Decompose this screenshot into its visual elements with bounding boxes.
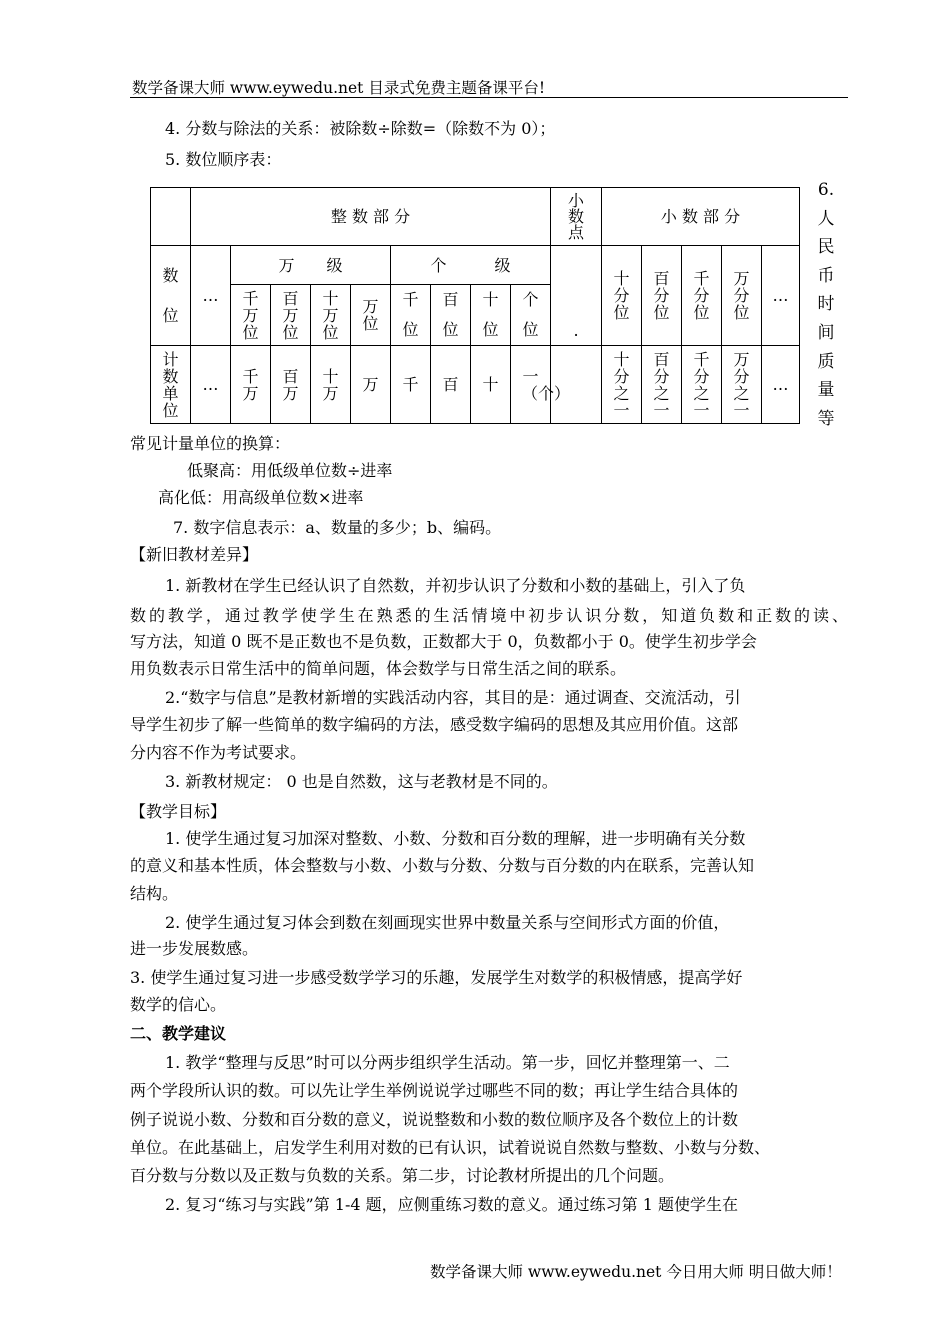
int-unit-6: 十 (471, 346, 511, 424)
int-ellipsis: … (191, 246, 231, 346)
item-5: 5. 数位顺序表： (165, 150, 282, 169)
int-unit-0: 千万 (231, 346, 271, 424)
dec-place-3: 万分位 (722, 246, 762, 346)
page-header: 数学备课大师 www.eywedu.net 目录式免费主题备课平台! (132, 79, 546, 97)
para-line: 2. 使学生通过复习体会到数在刻画现实世界中数量关系与空间形式方面的价值， (165, 913, 730, 932)
int-unit-3: 万 (351, 346, 391, 424)
para-line: 数的教学，通过教学使学生在熟悉的生活情境中初步认识分数，知道负数和正数的读、 (130, 606, 848, 625)
section-differences: 【新旧教材差异】 (130, 545, 259, 564)
para-line: 单位。在此基础上，启发学生利用对数的已有认识，试着说说自然数与整数、小数与分数、 (130, 1138, 771, 1157)
dec-unit-1: 百分之一 (642, 346, 682, 424)
para-line: 2.“数字与信息”是教材新增的实践活动内容，其目的是：通过调查、交流活动，引 (165, 688, 741, 707)
conversion-high-low: 高化低：用高级单位数×进率 (158, 488, 364, 507)
place-value-table (150, 187, 800, 424)
dec-unit-3: 万分之一 (722, 346, 762, 424)
para-line: 百分数与分数以及正数与负数的关系。第二步，讨论教材所提出的几个问题。 (130, 1166, 675, 1185)
int-place-0: 千万位 (231, 285, 271, 346)
item-7: 7. 数字信息表示：a、数量的多少；b、编码。 (173, 518, 502, 537)
row-label-unit: 计数单位 (151, 346, 191, 424)
int-place-4: 千位 (391, 285, 431, 346)
dec-unit-2: 千分之一 (682, 346, 722, 424)
dec-place-2: 千分位 (682, 246, 722, 346)
int-place-1: 百万位 (271, 285, 311, 346)
para-line: 结构。 (130, 884, 179, 903)
para-line: 写方法，知道 0 既不是正数也不是负数，正数都大于 0，负数都小于 0。使学生初步学会 (130, 632, 757, 651)
row-label-place: 数位 (151, 246, 191, 346)
para-line: 进一步发展数感。 (130, 939, 259, 958)
para-line: 3. 使学生通过复习进一步感受数学学习的乐趣，发展学生对数学的积极情感，提高学好 (130, 968, 743, 987)
para-line: 用负数表示日常生活中的简单问题，体会数学与日常生活之间的联系。 (130, 659, 627, 678)
section-suggestions: 二、教学建议 (130, 1024, 227, 1043)
header-rule (130, 97, 848, 98)
para-line: 分内容不作为考试要求。 (130, 743, 307, 762)
integer-part-header: 整 数 部 分 (191, 188, 551, 246)
para-line: 3. 新教材规定： 0 也是自然数，这与老教材是不同的。 (165, 772, 558, 791)
ge-level: 个 级 (391, 246, 551, 285)
unit-ellipsis: … (191, 346, 231, 424)
conversion-low-high: 低聚高：用低级单位数÷进率 (187, 461, 393, 480)
dec-unit-0: 十分之一 (602, 346, 642, 424)
int-unit-5: 百 (431, 346, 471, 424)
para-line: 1. 使学生通过复习加深对整数、小数、分数和百分数的理解，进一步明确有关分数 (165, 829, 746, 848)
para-line: 数学的信心。 (130, 995, 227, 1014)
int-unit-2: 十万 (311, 346, 351, 424)
item-4: 4. 分数与除法的关系：被除数÷除数=（除数不为 0）； (165, 119, 556, 138)
para-line: 两个学段所认识的数。可以先让学生举例说说学过哪些不同的数；再让学生结合具体的 (130, 1081, 739, 1100)
int-place-7: 个位 (511, 285, 551, 346)
dec-place-1: 百分位 (642, 246, 682, 346)
dec-unit-ellipsis: … (762, 346, 800, 424)
side-text: 6. 人 民 币 时 间 质 量 等 (817, 180, 835, 429)
decimal-point-header: 小数点 (551, 188, 602, 246)
para-line: 例子说说小数、分数和百分数的意义，说说整数和小数的数位顺序及各个数位上的计数 (130, 1110, 739, 1129)
corner-cell (151, 188, 191, 246)
wan-level: 万 级 (231, 246, 391, 285)
int-unit-1: 百万 (271, 346, 311, 424)
conversion-title: 常见计量单位的换算： (130, 434, 291, 453)
para-line: 的意义和基本性质，体会整数与小数、小数与分数、分数与百分数的内在联系，完善认知 (130, 856, 755, 875)
section-objectives: 【教学目标】 (130, 802, 227, 821)
para-line: 1. 教学“整理与反思”时可以分两步组织学生活动。第一步，回忆并整理第一、二 (165, 1053, 730, 1072)
para-line: 2. 复习“练习与实践”第 1-4 题，应侧重练习数的意义。通过练习第 1 题使学生在 (165, 1195, 739, 1214)
int-place-2: 十万位 (311, 285, 351, 346)
para-line: 1. 新教材在学生已经认识了自然数，并初步认识了分数和小数的基础上，引入了负 (165, 576, 746, 595)
int-place-3: 万位 (351, 285, 391, 346)
dec-place-0: 十分位 (602, 246, 642, 346)
int-unit-7: 一（个） (511, 346, 551, 424)
page-footer: 数学备课大师 www.eywedu.net 今日用大师 明日做大师！ (430, 1263, 842, 1281)
para-line: 导学生初步了解一些简单的数字编码的方法，感受数字编码的思想及其应用价值。这部 (130, 715, 739, 734)
int-unit-4: 千 (391, 346, 431, 424)
dec-ellipsis: … (762, 246, 800, 346)
int-place-5: 百位 (431, 285, 471, 346)
decimal-part-header: 小 数 部 分 (602, 188, 800, 246)
int-place-6: 十位 (471, 285, 511, 346)
decimal-point: . (551, 246, 602, 346)
